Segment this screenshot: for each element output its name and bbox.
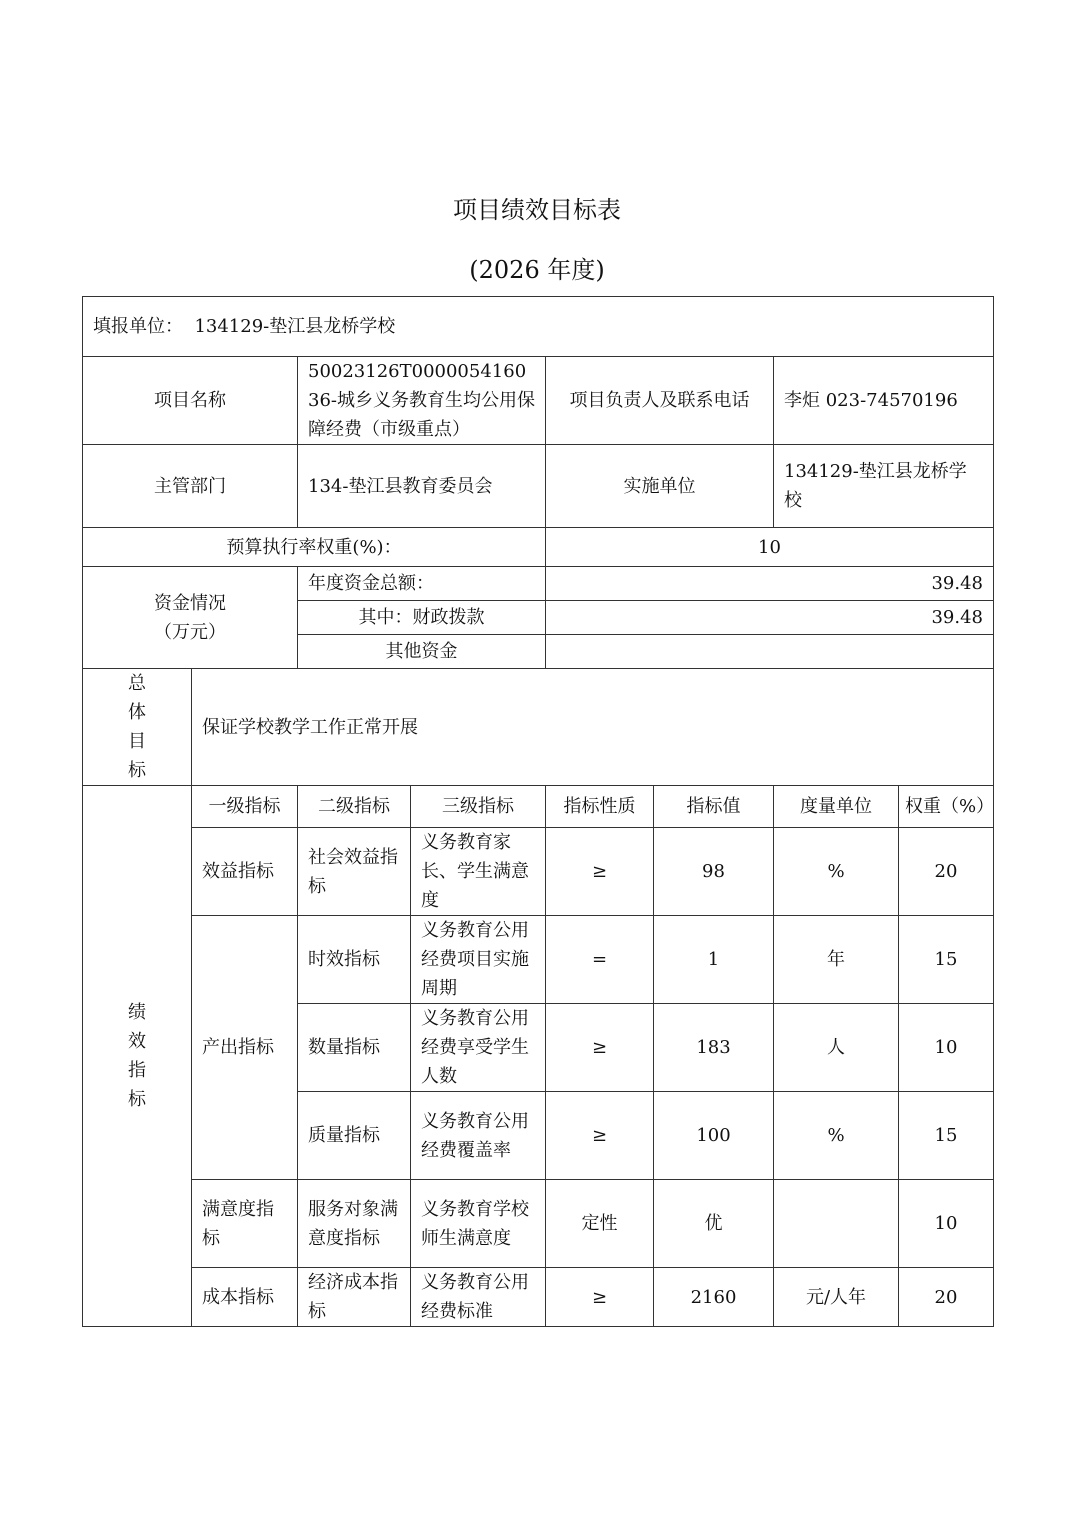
cell-l3: 义务教育公用经费覆盖率 bbox=[411, 1092, 546, 1180]
filler-value: 134129-垫江县龙桥学校 bbox=[194, 316, 396, 337]
cell-value: 优 bbox=[654, 1180, 774, 1268]
cell-l3: 义务教育公用经费享受学生人数 bbox=[411, 1004, 546, 1092]
header-l2: 二级指标 bbox=[298, 786, 411, 828]
table-row bbox=[83, 1268, 994, 1327]
cell-l3: 义务教育公用经费标准 bbox=[411, 1268, 546, 1327]
table-row bbox=[83, 828, 994, 916]
funds-total-value: 39.48 bbox=[546, 567, 994, 601]
page-subtitle: (2026 年度) bbox=[469, 256, 605, 284]
header-l3: 三级指标 bbox=[411, 786, 546, 828]
cell-l2: 经济成本指标 bbox=[298, 1268, 411, 1327]
header-l1: 一级指标 bbox=[192, 786, 298, 828]
cell-l1: 效益指标 bbox=[192, 828, 298, 916]
cell-l2: 社会效益指标 bbox=[298, 828, 411, 916]
cell-nature: ≥ bbox=[546, 1092, 654, 1180]
funds-fiscal-label: 其中：财政拨款 bbox=[298, 601, 546, 635]
overall-label-char: 总 bbox=[128, 673, 146, 694]
cell-value: 98 bbox=[654, 828, 774, 916]
table-row bbox=[83, 916, 994, 1004]
perf-header-row bbox=[83, 786, 994, 828]
cell-unit bbox=[774, 1180, 899, 1268]
overall-value: 保证学校教学工作正常开展 bbox=[192, 669, 994, 786]
cell-l2: 服务对象满意度指标 bbox=[298, 1180, 411, 1268]
page-title: 项目绩效目标表 bbox=[453, 196, 621, 224]
funds-other-value bbox=[546, 635, 994, 669]
cell-value: 2160 bbox=[654, 1268, 774, 1327]
cell-l3: 义务教育公用经费项目实施周期 bbox=[411, 916, 546, 1004]
funds-label bbox=[83, 567, 298, 669]
cell-l1: 满意度指标 bbox=[192, 1180, 298, 1268]
header-nature: 指标性质 bbox=[546, 786, 654, 828]
cell-l2: 质量指标 bbox=[298, 1092, 411, 1180]
project-name-label: 项目名称 bbox=[83, 357, 298, 445]
cell-unit: 年 bbox=[774, 916, 899, 1004]
budget-rate-value: 10 bbox=[546, 528, 994, 567]
funds-label-line2: （万元） bbox=[154, 621, 226, 643]
funds-total-row bbox=[83, 567, 994, 601]
cell-weight: 20 bbox=[899, 828, 994, 916]
header-value: 指标值 bbox=[654, 786, 774, 828]
overall-label-char: 目 bbox=[128, 731, 146, 752]
cell-nature: ≥ bbox=[546, 1004, 654, 1092]
overall-row bbox=[83, 669, 994, 786]
cell-value: 183 bbox=[654, 1004, 774, 1092]
funds-label-line1: 资金情况 bbox=[154, 592, 226, 614]
project-name-value: 50023126T000005416036-城乡义务教育生均公用保障经费（市级重点） bbox=[298, 357, 546, 445]
project-contact-value: 李炬 023-74570196 bbox=[774, 357, 994, 445]
cell-l1: 成本指标 bbox=[192, 1268, 298, 1327]
project-contact-label: 项目负责人及联系电话 bbox=[546, 357, 774, 445]
overall-label-char: 体 bbox=[128, 702, 146, 723]
cell-unit: 元/人年 bbox=[774, 1268, 899, 1327]
funds-fiscal-value: 39.48 bbox=[546, 601, 994, 635]
filler-cell bbox=[83, 297, 994, 357]
header-unit: 度量单位 bbox=[774, 786, 899, 828]
cell-weight: 10 bbox=[899, 1004, 994, 1092]
perf-label-char: 指 bbox=[128, 1060, 146, 1081]
cell-l2: 时效指标 bbox=[298, 916, 411, 1004]
perf-label-char: 标 bbox=[128, 1089, 146, 1110]
cell-value: 100 bbox=[654, 1092, 774, 1180]
cell-unit: % bbox=[774, 1092, 899, 1180]
budget-rate-label: 预算执行率权重(%)： bbox=[83, 528, 546, 567]
cell-l2: 数量指标 bbox=[298, 1004, 411, 1092]
performance-target-table bbox=[82, 296, 994, 1327]
cell-l3: 义务教育学校师生满意度 bbox=[411, 1180, 546, 1268]
funds-total-label: 年度资金总额： bbox=[298, 567, 546, 601]
cell-weight: 20 bbox=[899, 1268, 994, 1327]
overall-label bbox=[83, 669, 192, 786]
cell-nature: 定性 bbox=[546, 1180, 654, 1268]
impl-label: 实施单位 bbox=[546, 445, 774, 528]
cell-nature: = bbox=[546, 916, 654, 1004]
impl-value: 134129-垫江县龙桥学校 bbox=[774, 445, 994, 528]
cell-l1: 产出指标 bbox=[192, 916, 298, 1180]
dept-row bbox=[83, 445, 994, 528]
header-weight: 权重（%） bbox=[899, 786, 994, 828]
filler-row bbox=[83, 297, 994, 357]
dept-label: 主管部门 bbox=[83, 445, 298, 528]
filler-label: 填报单位： bbox=[93, 316, 183, 337]
project-row bbox=[83, 357, 994, 445]
perf-label bbox=[83, 786, 192, 1327]
cell-unit: 人 bbox=[774, 1004, 899, 1092]
cell-nature: ≥ bbox=[546, 828, 654, 916]
budget-rate-row bbox=[83, 528, 994, 567]
cell-l3: 义务教育家长、学生满意度 bbox=[411, 828, 546, 916]
overall-label-char: 标 bbox=[128, 760, 146, 781]
cell-weight: 15 bbox=[899, 1092, 994, 1180]
cell-weight: 10 bbox=[899, 1180, 994, 1268]
cell-nature: ≥ bbox=[546, 1268, 654, 1327]
dept-value: 134-垫江县教育委员会 bbox=[298, 445, 546, 528]
cell-weight: 15 bbox=[899, 916, 994, 1004]
cell-unit: % bbox=[774, 828, 899, 916]
funds-other-label: 其他资金 bbox=[298, 635, 546, 669]
table-row bbox=[83, 1180, 994, 1268]
cell-value: 1 bbox=[654, 916, 774, 1004]
perf-label-char: 效 bbox=[128, 1031, 146, 1052]
perf-label-char: 绩 bbox=[128, 1002, 146, 1023]
